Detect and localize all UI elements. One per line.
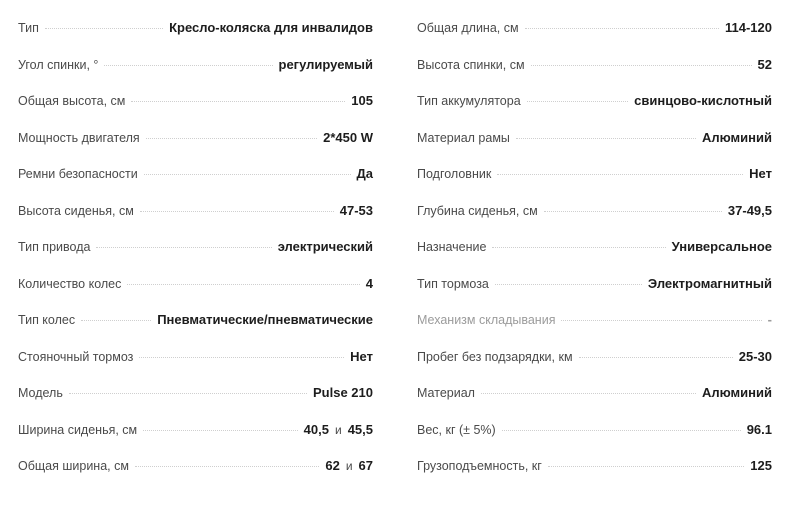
- spec-label: Высота сиденья, см: [18, 203, 134, 218]
- spec-dot-leader: [96, 246, 271, 248]
- spec-row: [18, 312, 373, 349]
- spec-row: [18, 385, 373, 422]
- spec-dot-leader: [525, 27, 719, 29]
- spec-label: Механизм складывания: [417, 313, 556, 327]
- spec-label: Глубина сиденья, см: [417, 203, 538, 218]
- spec-value: регулируемый: [278, 56, 373, 72]
- spec-row: [18, 166, 373, 203]
- spec-row: [18, 349, 373, 386]
- spec-dot-leader: [516, 137, 696, 139]
- spec-row: [18, 57, 373, 94]
- spec-value: свинцово-кислотный: [634, 93, 772, 108]
- spec-row: [18, 239, 373, 276]
- spec-dot-leader: [143, 429, 298, 431]
- spec-row: [417, 312, 772, 349]
- spec-value-primary: 62: [325, 458, 340, 473]
- spec-value: [304, 422, 373, 437]
- spec-value: [325, 458, 373, 473]
- spec-label: Ремни безопасности: [18, 167, 138, 181]
- spec-row: [18, 458, 373, 495]
- spec-dot-leader: [131, 100, 345, 102]
- spec-value: Кресло-коляска для инвалидов: [169, 20, 373, 35]
- spec-row: [18, 130, 373, 167]
- spec-row: [417, 349, 772, 386]
- spec-label: Тип колес: [18, 313, 76, 327]
- spec-dot-leader: [497, 173, 743, 175]
- spec-row: [18, 93, 373, 130]
- spec-row: [417, 57, 772, 94]
- spec-label: Ширина сиденья, см: [18, 422, 138, 437]
- spec-value: Электромагнитный: [647, 275, 772, 291]
- spec-dot-leader: [495, 283, 642, 285]
- spec-value: Универсальное: [671, 239, 772, 254]
- spec-value-primary: 40,5: [303, 421, 329, 437]
- spec-dot-leader: [579, 356, 733, 358]
- spec-label: Общая длина, см: [417, 21, 519, 35]
- spec-value: 125: [750, 458, 772, 473]
- spec-label: Тип: [18, 21, 39, 35]
- spec-row: [417, 20, 772, 57]
- spec-dot-leader: [544, 210, 722, 212]
- spec-dot-leader: [502, 429, 741, 431]
- spec-row: [417, 458, 772, 495]
- spec-label: Стояночный тормоз: [18, 349, 134, 364]
- spec-value: электрический: [277, 239, 373, 254]
- spec-label: Общая ширина, см: [18, 459, 129, 473]
- spec-dot-leader: [45, 27, 163, 29]
- spec-value: 52: [757, 56, 772, 72]
- spec-dot-leader: [127, 283, 359, 285]
- spec-value: 25-30: [738, 348, 772, 364]
- spec-row: [417, 93, 772, 130]
- spec-dot-leader: [527, 100, 628, 102]
- spec-label: Назначение: [417, 240, 487, 254]
- spec-row: [417, 422, 772, 459]
- spec-label: Угол спинки, °: [18, 57, 99, 72]
- spec-column-right: [395, 20, 772, 495]
- spec-value-conjunction: и: [334, 422, 342, 437]
- spec-value: 96.1: [746, 421, 772, 437]
- spec-dot-leader: [139, 356, 344, 358]
- spec-label: Количество колес: [18, 276, 122, 291]
- spec-value: Пневматические/пневматические: [157, 312, 373, 327]
- spec-dot-leader: [481, 392, 696, 394]
- spec-label: Тип аккумулятора: [417, 94, 521, 108]
- spec-label: Мощность двигателя: [18, 130, 140, 145]
- spec-label: Вес, кг (± 5%): [417, 422, 496, 437]
- spec-row: [18, 422, 373, 459]
- spec-value: Алюминий: [701, 385, 772, 400]
- spec-dot-leader: [146, 137, 317, 139]
- spec-value: Нет: [350, 348, 373, 364]
- spec-column-left: [18, 20, 395, 495]
- spec-label: Высота спинки, см: [417, 57, 525, 72]
- spec-row: [417, 130, 772, 167]
- spec-dot-leader: [135, 465, 319, 467]
- spec-label: Общая высота, см: [18, 94, 126, 108]
- spec-dot-leader: [140, 210, 334, 212]
- spec-row: [417, 385, 772, 422]
- spec-label: Модель: [18, 386, 63, 400]
- spec-value: 37-49,5: [727, 202, 772, 218]
- spec-value-conjunction: и: [345, 459, 353, 473]
- spec-row: [417, 166, 772, 203]
- spec-label: Материал рамы: [417, 130, 510, 145]
- spec-dot-leader: [81, 319, 151, 321]
- spec-label: Тип привода: [18, 240, 91, 254]
- spec-row: [417, 203, 772, 240]
- spec-row: [18, 276, 373, 313]
- spec-row: [417, 276, 772, 313]
- spec-value: Да: [356, 166, 373, 181]
- spec-dot-leader: [69, 392, 307, 394]
- spec-value: Pulse 210: [313, 385, 373, 400]
- spec-row: [18, 20, 373, 57]
- spec-label: Грузоподъемность, кг: [417, 459, 542, 473]
- spec-value: -: [767, 312, 772, 327]
- spec-label: Тип тормоза: [417, 276, 489, 291]
- spec-value-secondary: 45,5: [347, 421, 373, 437]
- spec-label: Пробег без подзарядки, км: [417, 349, 573, 364]
- spec-value: 2*450 W: [323, 129, 373, 145]
- spec-value: Нет: [749, 166, 772, 181]
- spec-value: 105: [351, 93, 373, 108]
- spec-value-secondary: 67: [358, 458, 373, 473]
- spec-value: 4: [365, 275, 373, 291]
- spec-label: Материал: [417, 386, 475, 400]
- spec-value: 114-120: [725, 20, 772, 35]
- spec-row: [18, 203, 373, 240]
- spec-row: [417, 239, 772, 276]
- spec-dot-leader: [144, 173, 351, 175]
- spec-dot-leader: [104, 64, 272, 66]
- spec-value: Алюминий: [701, 129, 772, 145]
- spec-dot-leader: [548, 465, 744, 467]
- spec-label: Подголовник: [417, 167, 492, 181]
- spec-value: 47-53: [339, 202, 373, 218]
- spec-dot-leader: [492, 246, 665, 248]
- spec-dot-leader: [531, 64, 752, 66]
- spec-dot-leader: [561, 319, 761, 321]
